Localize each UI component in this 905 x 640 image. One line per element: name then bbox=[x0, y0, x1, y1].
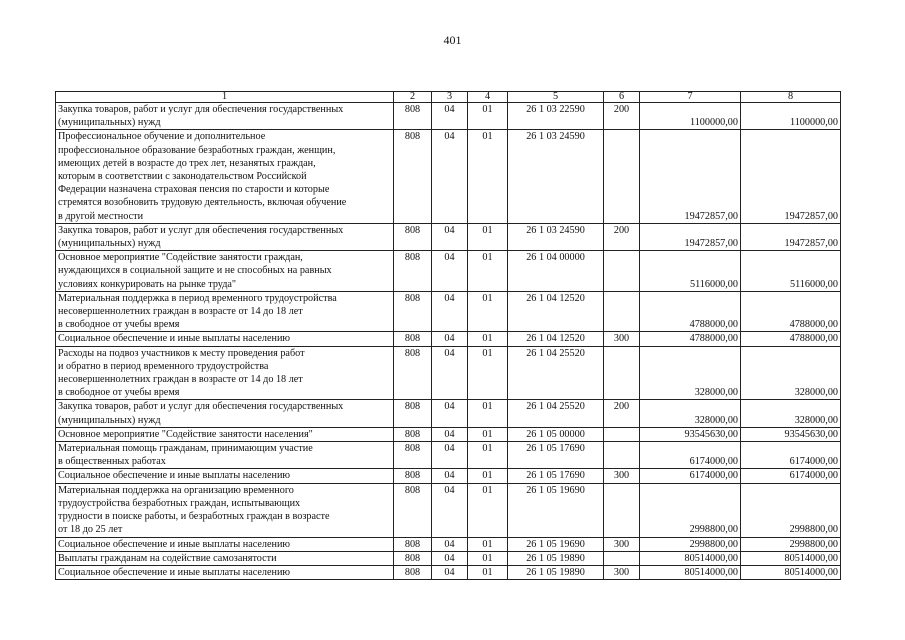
item-name-line: Федерации назначена страховая пенсия по старости и которые bbox=[58, 184, 330, 196]
expense-type-cell: 300 bbox=[604, 469, 640, 483]
subsection-code-cell: 01 bbox=[468, 346, 508, 400]
amount-2023-cell: 328000,00 bbox=[640, 346, 741, 400]
item-name-line: (муниципальных) нужд bbox=[58, 414, 161, 426]
section-code-cell: 04 bbox=[432, 551, 468, 565]
department-code-cell: 808 bbox=[394, 251, 432, 292]
table-row bbox=[56, 130, 841, 223]
target-article-cell: 26 1 03 24590 bbox=[508, 130, 604, 223]
amount-2024-cell: 80514000,00 bbox=[741, 551, 841, 565]
section-code-cell: 04 bbox=[432, 103, 468, 130]
item-name-line: Закупка товаров, работ и услуг для обеспечения государственных bbox=[58, 104, 344, 115]
expense-type-cell bbox=[604, 442, 640, 469]
section-code-cell: 04 bbox=[432, 483, 468, 537]
department-code-cell: 808 bbox=[394, 103, 432, 130]
target-article-cell: 26 1 05 19890 bbox=[508, 551, 604, 565]
item-name-cell bbox=[56, 291, 394, 332]
header-cell: 8 bbox=[741, 92, 841, 103]
item-name-line: Социальное обеспечение и иные выплаты населению bbox=[58, 470, 291, 482]
section-code-cell: 04 bbox=[432, 442, 468, 469]
amount-2023-cell: 93545630,00 bbox=[640, 427, 741, 441]
item-name-line: Материальная помощь гражданам, принимающим участие bbox=[58, 443, 313, 455]
department-code-cell: 808 bbox=[394, 551, 432, 565]
amount-2024-cell: 1100000,00 bbox=[741, 103, 841, 130]
item-name-line: стремятся возобновить трудовую деятельность, включая обучение bbox=[58, 197, 347, 209]
amount-2023-cell: 2998800,00 bbox=[640, 483, 741, 537]
item-name-line: трудности в поиске работы, и безработных граждан в возрасте bbox=[58, 511, 330, 523]
target-article-cell: 26 1 03 24590 bbox=[508, 223, 604, 250]
item-name-line: от 18 до 25 лет bbox=[58, 524, 123, 536]
item-name-cell bbox=[56, 332, 394, 346]
target-article-cell: 26 1 04 12520 bbox=[508, 291, 604, 332]
expense-type-cell: 200 bbox=[604, 400, 640, 427]
department-code-cell: 808 bbox=[394, 537, 432, 551]
subsection-code-cell: 01 bbox=[468, 565, 508, 579]
item-name-cell bbox=[56, 551, 394, 565]
item-name-line: трудоустройства безработных граждан, испытывающих bbox=[58, 497, 301, 509]
item-name-cell bbox=[56, 400, 394, 427]
section-code-cell: 04 bbox=[432, 565, 468, 579]
table-row bbox=[56, 427, 841, 441]
expense-type-cell bbox=[604, 483, 640, 537]
item-name-cell bbox=[56, 469, 394, 483]
item-name-cell bbox=[56, 346, 394, 400]
amount-2024-cell: 4788000,00 bbox=[741, 332, 841, 346]
item-name-line: Основное мероприятие "Содействие занятости населения" bbox=[58, 428, 313, 440]
section-code-cell: 04 bbox=[432, 130, 468, 223]
section-code-cell: 04 bbox=[432, 332, 468, 346]
amount-2023-cell: 19472857,00 bbox=[640, 130, 741, 223]
item-name-line: несовершеннолетних граждан в возрасте от 14 до 18 лет bbox=[58, 306, 303, 318]
item-name-line: (муниципальных) нужд bbox=[58, 117, 161, 129]
department-code-cell: 808 bbox=[394, 291, 432, 332]
item-name-cell bbox=[56, 427, 394, 441]
target-article-cell: 26 1 04 00000 bbox=[508, 251, 604, 292]
amount-2024-cell: 2998800,00 bbox=[741, 537, 841, 551]
item-name-line: в общественных работах bbox=[58, 456, 166, 468]
item-name-line: Материальная поддержка на организацию временного bbox=[58, 484, 294, 496]
amount-2024-cell: 2998800,00 bbox=[741, 483, 841, 537]
table-row bbox=[56, 332, 841, 346]
subsection-code-cell: 01 bbox=[468, 291, 508, 332]
item-name-line: Закупка товаров, работ и услуг для обеспечения государственных bbox=[58, 401, 344, 413]
item-name-line: условиях конкурировать на рынке труда" bbox=[58, 278, 237, 290]
header-cell: 6 bbox=[604, 92, 640, 103]
header-cell: 2 bbox=[394, 92, 432, 103]
amount-2023-cell: 80514000,00 bbox=[640, 565, 741, 579]
item-name-line: Профессиональное обучение и дополнительное bbox=[58, 131, 266, 143]
item-name-line: Материальная поддержка в период временного трудоустройства bbox=[58, 292, 337, 304]
subsection-code-cell: 01 bbox=[468, 442, 508, 469]
item-name-line: Основное мероприятие "Содействие занятости граждан, bbox=[58, 252, 303, 264]
item-name-line: Выплаты гражданам на содействие самозанятости bbox=[58, 552, 277, 564]
item-name-line: в свободное от учебы время bbox=[58, 319, 180, 331]
amount-2024-cell: 93545630,00 bbox=[741, 427, 841, 441]
amount-2024-cell: 19472857,00 bbox=[741, 130, 841, 223]
header-cell: 5 bbox=[508, 92, 604, 103]
expense-type-cell bbox=[604, 130, 640, 223]
amount-2023-cell: 80514000,00 bbox=[640, 551, 741, 565]
item-name-cell bbox=[56, 537, 394, 551]
section-code-cell: 04 bbox=[432, 291, 468, 332]
subsection-code-cell: 01 bbox=[468, 103, 508, 130]
item-name-cell bbox=[56, 442, 394, 469]
expense-type-cell: 300 bbox=[604, 332, 640, 346]
amount-2023-cell: 6174000,00 bbox=[640, 469, 741, 483]
expense-type-cell: 200 bbox=[604, 223, 640, 250]
section-code-cell: 04 bbox=[432, 223, 468, 250]
item-name-line: в свободное от учебы время bbox=[58, 387, 180, 399]
item-name-line: и обратно в период временного трудоустройства bbox=[58, 360, 269, 372]
department-code-cell: 808 bbox=[394, 400, 432, 427]
table-row bbox=[56, 551, 841, 565]
amount-2024-cell: 5116000,00 bbox=[741, 251, 841, 292]
header-cell: 1 bbox=[56, 92, 394, 103]
department-code-cell: 808 bbox=[394, 565, 432, 579]
subsection-code-cell: 01 bbox=[468, 400, 508, 427]
subsection-code-cell: 01 bbox=[468, 130, 508, 223]
item-name-cell bbox=[56, 130, 394, 223]
amount-2024-cell: 4788000,00 bbox=[741, 291, 841, 332]
item-name-line: несовершеннолетних граждан в возрасте от 14 до 18 лет bbox=[58, 374, 303, 386]
table-row bbox=[56, 346, 841, 400]
header-cell: 3 bbox=[432, 92, 468, 103]
item-name-cell bbox=[56, 483, 394, 537]
table-row bbox=[56, 223, 841, 250]
item-name-line: (муниципальных) нужд bbox=[58, 238, 161, 250]
subsection-code-cell: 01 bbox=[468, 537, 508, 551]
department-code-cell: 808 bbox=[394, 469, 432, 483]
target-article-cell: 26 1 04 25520 bbox=[508, 400, 604, 427]
target-article-cell: 26 1 05 19690 bbox=[508, 537, 604, 551]
item-name-line: Расходы на подвоз участников к месту проведения работ bbox=[58, 347, 305, 359]
amount-2023-cell: 4788000,00 bbox=[640, 332, 741, 346]
page-number: 401 bbox=[443, 33, 462, 47]
department-code-cell: 808 bbox=[394, 346, 432, 400]
section-code-cell: 04 bbox=[432, 400, 468, 427]
item-name-line: имеющих детей в возрасте до трех лет, незанятых граждан, bbox=[58, 157, 316, 169]
header-cell: 7 bbox=[640, 92, 741, 103]
amount-2024-cell: 19472857,00 bbox=[741, 223, 841, 250]
amount-2024-cell: 6174000,00 bbox=[741, 469, 841, 483]
table-row bbox=[56, 291, 841, 332]
amount-2023-cell: 328000,00 bbox=[640, 400, 741, 427]
item-name-cell bbox=[56, 251, 394, 292]
department-code-cell: 808 bbox=[394, 442, 432, 469]
amount-2024-cell: 328000,00 bbox=[741, 346, 841, 400]
department-code-cell: 808 bbox=[394, 332, 432, 346]
subsection-code-cell: 01 bbox=[468, 223, 508, 250]
item-name-cell bbox=[56, 103, 394, 130]
table-row bbox=[56, 537, 841, 551]
expense-type-cell bbox=[604, 551, 640, 565]
table-row bbox=[56, 469, 841, 483]
department-code-cell: 808 bbox=[394, 483, 432, 537]
amount-2023-cell: 19472857,00 bbox=[640, 223, 741, 250]
header-row bbox=[56, 92, 841, 103]
section-code-cell: 04 bbox=[432, 537, 468, 551]
table-row bbox=[56, 483, 841, 537]
subsection-code-cell: 01 bbox=[468, 332, 508, 346]
department-code-cell: 808 bbox=[394, 130, 432, 223]
expense-type-cell: 300 bbox=[604, 565, 640, 579]
expense-type-cell bbox=[604, 291, 640, 332]
item-name-line: Социальное обеспечение и иные выплаты населению bbox=[58, 538, 291, 550]
item-name-line: Закупка товаров, работ и услуг для обеспечения государственных bbox=[58, 224, 344, 236]
amount-2023-cell: 4788000,00 bbox=[640, 291, 741, 332]
amount-2024-cell: 328000,00 bbox=[741, 400, 841, 427]
item-name-line: Социальное обеспечение и иные выплаты населению bbox=[58, 566, 291, 578]
budget-table bbox=[55, 91, 841, 580]
section-code-cell: 04 bbox=[432, 427, 468, 441]
table-body bbox=[56, 103, 841, 580]
item-name-line: профессиональное образование безработных граждан, женщин, bbox=[58, 144, 336, 156]
target-article-cell: 26 1 05 17690 bbox=[508, 469, 604, 483]
table-row bbox=[56, 565, 841, 579]
subsection-code-cell: 01 bbox=[468, 469, 508, 483]
header-cell: 4 bbox=[468, 92, 508, 103]
amount-2023-cell: 6174000,00 bbox=[640, 442, 741, 469]
subsection-code-cell: 01 bbox=[468, 251, 508, 292]
section-code-cell: 04 bbox=[432, 469, 468, 483]
target-article-cell: 26 1 04 12520 bbox=[508, 332, 604, 346]
expense-type-cell bbox=[604, 346, 640, 400]
target-article-cell: 26 1 05 00000 bbox=[508, 427, 604, 441]
section-code-cell: 04 bbox=[432, 346, 468, 400]
subsection-code-cell: 01 bbox=[468, 551, 508, 565]
item-name-line: которым в соответствии с законодательством Российской bbox=[58, 171, 307, 183]
expense-type-cell: 200 bbox=[604, 103, 640, 130]
target-article-cell: 26 1 05 19690 bbox=[508, 483, 604, 537]
department-code-cell: 808 bbox=[394, 427, 432, 441]
amount-2023-cell: 1100000,00 bbox=[640, 103, 741, 130]
subsection-code-cell: 01 bbox=[468, 483, 508, 537]
item-name-cell bbox=[56, 565, 394, 579]
target-article-cell: 26 1 05 17690 bbox=[508, 442, 604, 469]
item-name-line: Социальное обеспечение и иные выплаты населению bbox=[58, 333, 291, 345]
department-code-cell: 808 bbox=[394, 223, 432, 250]
section-code-cell: 04 bbox=[432, 251, 468, 292]
expense-type-cell: 300 bbox=[604, 537, 640, 551]
table-row bbox=[56, 251, 841, 292]
subsection-code-cell: 01 bbox=[468, 427, 508, 441]
item-name-line: в другой местности bbox=[58, 210, 144, 222]
target-article-cell: 26 1 05 19890 bbox=[508, 565, 604, 579]
amount-2023-cell: 5116000,00 bbox=[640, 251, 741, 292]
amount-2023-cell: 2998800,00 bbox=[640, 537, 741, 551]
target-article-cell: 26 1 04 25520 bbox=[508, 346, 604, 400]
amount-2024-cell: 6174000,00 bbox=[741, 442, 841, 469]
amount-2024-cell: 80514000,00 bbox=[741, 565, 841, 579]
target-article-cell: 26 1 03 22590 bbox=[508, 103, 604, 130]
expense-type-cell bbox=[604, 251, 640, 292]
item-name-cell bbox=[56, 223, 394, 250]
expense-type-cell bbox=[604, 427, 640, 441]
table-row bbox=[56, 442, 841, 469]
table-row bbox=[56, 103, 841, 130]
table-row bbox=[56, 400, 841, 427]
item-name-line: нуждающихся в социальной защите и не способных на равных bbox=[58, 265, 332, 277]
